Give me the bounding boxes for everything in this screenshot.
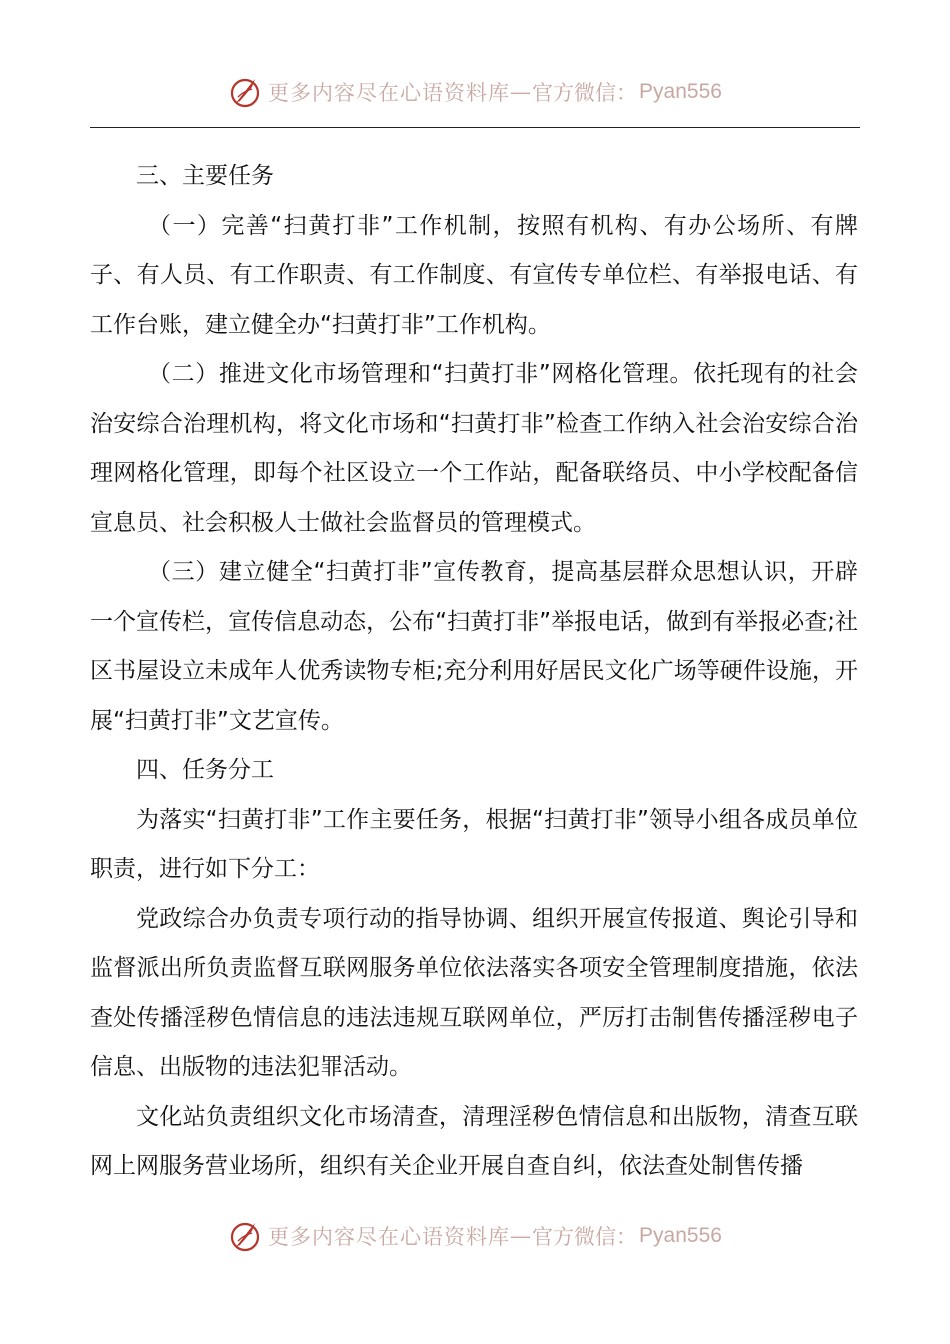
paragraph-task-3: （三）建立健全“扫黄打非”宣传教育，提高基层群众思想认识，开辟一个宣传栏，宣传信息动态，公布“扫黄打非”举报电话，做到有举报必查;社区书屋设立未成年人优秀读物专柜;充分利用好居民文化广场等硬件设施，开展“扫黄打非”文艺宣传。 bbox=[90, 559, 858, 734]
section-heading-division: 四、任务分工 bbox=[136, 757, 274, 783]
paragraph-culture-station: 文化站负责组织文化市场清查，清理淫秽色情信息和出版物，清查互联网上网服务营业场所，组织有关企业开展自查自纠，依法查处制售传播 bbox=[90, 1103, 858, 1179]
document-body bbox=[90, 152, 858, 1192]
header-banner bbox=[0, 70, 950, 114]
header-wechat-id: Pyan556 bbox=[639, 80, 722, 103]
paragraph-task-2: （二）推进文化市场管理和“扫黄打非”网格化管理。依托现有的社会治安综合治理机构，将文化市场和“扫黄打非”检查工作纳入社会治安综合治理网格化管理，即每个社区设立一个工作站，配备联络员、中小学校配备信宣息员、社会积极人士做社会监督员的管理模式。 bbox=[90, 361, 858, 536]
quill-pen-logo-icon bbox=[228, 1219, 262, 1253]
header-main-text: 更多内容尽在心语资料库 bbox=[268, 81, 511, 105]
paragraph-party-office: 党政综合办负责专项行动的指导协调、组织开展宣传报道、舆论引导和监督派出所负责监督互联网服务单位依法落实各项安全管理制度措施，依法查处传播淫秽色情信息的违法违规互联网单位，严厉打击制售传播淫秽电子信息、出版物的违法犯罪活动。 bbox=[90, 905, 858, 1080]
section-heading-tasks: 三、主要任务 bbox=[136, 163, 274, 189]
footer-banner bbox=[0, 1214, 950, 1258]
footer-wechat-label: 官方微信： bbox=[532, 1225, 638, 1249]
footer-main-text: 更多内容尽在心语资料库 bbox=[268, 1225, 511, 1249]
quill-pen-logo-icon bbox=[228, 75, 262, 109]
paragraph-task-1: （一）完善“扫黄打非”工作机制，按照有机构、有办公场所、有牌子、有人员、有工作职责、有工作制度、有宣传专单位栏、有举报电话、有工作台账，建立健全办“扫黄打非”工作机构。 bbox=[90, 212, 858, 338]
header-divider bbox=[90, 127, 860, 128]
footer-dash: — bbox=[510, 1224, 533, 1248]
paragraph-division-intro: 为落实“扫黄打非”工作主要任务，根据“扫黄打非”领导小组各成员单位职责，进行如下分工： bbox=[90, 806, 858, 882]
header-wechat-label: 官方微信： bbox=[532, 81, 638, 105]
footer-wechat-id: Pyan556 bbox=[639, 1224, 722, 1247]
header-dash: — bbox=[510, 80, 533, 104]
